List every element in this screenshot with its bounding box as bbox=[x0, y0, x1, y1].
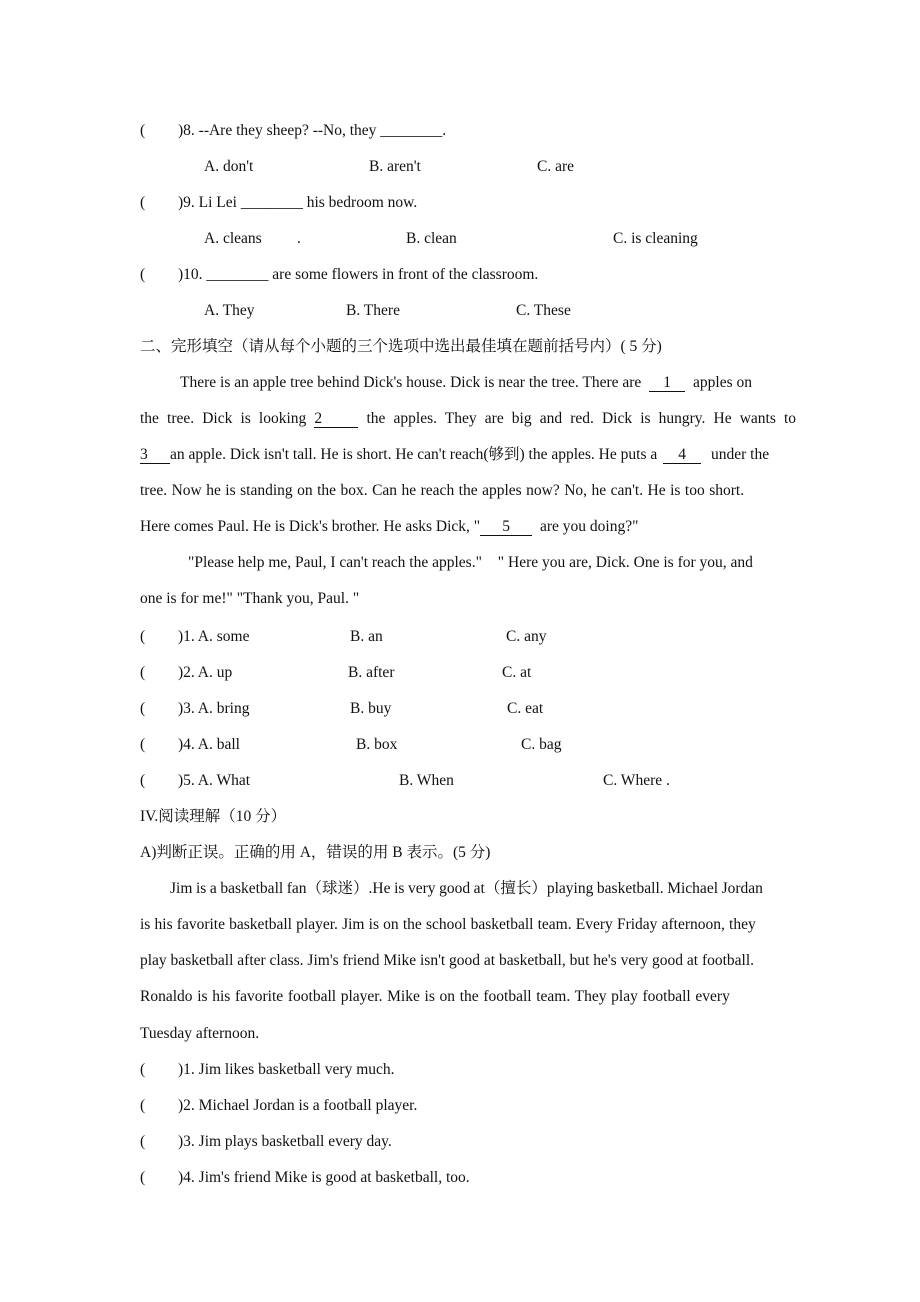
cloze-q3-option-b: B. buy bbox=[350, 700, 392, 717]
q10-option-a: A. They bbox=[204, 302, 255, 319]
reading-passage-line-2: is his favorite basketball player. Jim is on the school basketball team. Every Friday afternoon, they bbox=[140, 916, 756, 933]
q8-option-b: B. aren't bbox=[369, 158, 421, 175]
cloze-q5-option-c: C. Where . bbox=[603, 772, 670, 789]
cloze-q5-option-b: B. When bbox=[399, 772, 454, 789]
q9-option-a: A. cleans bbox=[204, 230, 262, 247]
cloze-blank-5: 5 bbox=[480, 519, 532, 536]
cloze-q2-option-b: B. after bbox=[348, 664, 395, 681]
cloze-q3-option-c: C. eat bbox=[507, 700, 544, 717]
cloze-line-2: the tree. Dick is looking 2 the apples. They are big and red. Dick is hungry. He wants to bbox=[140, 410, 797, 427]
cloze-question-2: ( )2. A. up bbox=[140, 664, 233, 681]
cloze-question-1: ( )1. A. some bbox=[140, 628, 250, 645]
cloze-q1-option-c: C. any bbox=[506, 628, 547, 645]
reading-passage-line-1: Jim is a basketball fan（球迷）.He is very good at（擅长）playing basketball. Michael Jordan bbox=[170, 880, 763, 897]
reading-question-3: ( )3. Jim plays basketball every day. bbox=[140, 1133, 392, 1150]
cloze-blank-4: 4 bbox=[663, 447, 701, 464]
q8-option-c: C. are bbox=[537, 158, 575, 175]
cloze-question-4: ( )4. A. ball bbox=[140, 736, 240, 753]
cloze-q4-option-b: B. box bbox=[356, 736, 398, 753]
cloze-q1-option-b: B. an bbox=[350, 628, 383, 645]
cloze-line-3: 3 an apple. Dick isn't tall. He is short. He can't reach(够到) the apples. He puts a 4 under the bbox=[140, 446, 770, 463]
section-reading-heading: IV.阅读理解（10 分） bbox=[140, 808, 287, 825]
cloze-line-7: one is for me!" "Thank you, Paul. " bbox=[140, 590, 360, 607]
reading-passage-line-5: Tuesday afternoon. bbox=[140, 1025, 260, 1042]
cloze-line-5: Here comes Paul. He is Dick's brother. He asks Dick, " 5 are you doing?" bbox=[140, 518, 639, 535]
cloze-line-6: "Please help me, Paul, I can't reach the apples." " Here you are, Dick. One is for you, and bbox=[188, 554, 753, 571]
q8-option-a: A. don't bbox=[204, 158, 254, 175]
cloze-blank-3: 3 bbox=[140, 447, 170, 464]
reading-question-4: ( )4. Jim's friend Mike is good at basketball, too. bbox=[140, 1169, 470, 1186]
reading-passage-line-4: Ronaldo is his favorite football player. Mike is on the football team. They play football every bbox=[140, 988, 730, 1005]
cloze-blank-1: 1 bbox=[649, 375, 685, 392]
q10-option-c: C. These bbox=[516, 302, 571, 319]
cloze-q4-option-c: C. bag bbox=[521, 736, 562, 753]
question-8: ( )8. --Are they sheep? --No, they ________. bbox=[140, 122, 447, 139]
cloze-line-4: tree. Now he is standing on the box. Can he reach the apples now? No, he can't. He is too short. bbox=[140, 482, 745, 499]
cloze-question-5: ( )5. A. What bbox=[140, 772, 251, 789]
cloze-q2-option-c: C. at bbox=[502, 664, 532, 681]
question-9: ( )9. Li Lei ________ his bedroom now. bbox=[140, 194, 418, 211]
q9-stray-dot: . bbox=[297, 230, 301, 247]
q9-option-b: B. clean bbox=[406, 230, 457, 247]
section-cloze-heading: 二、完形填空（请从每个小题的三个选项中选出最佳填在题前括号内）( 5 分) bbox=[140, 338, 662, 355]
reading-part-a-heading: A)判断正误。正确的用 A，错误的用 B 表示。(5 分) bbox=[140, 844, 491, 861]
reading-question-2: ( )2. Michael Jordan is a football player. bbox=[140, 1097, 418, 1114]
reading-passage-line-3: play basketball after class. Jim's friend Mike isn't good at basketball, but he's very good at football. bbox=[140, 952, 755, 969]
q9-option-c: C. is cleaning bbox=[613, 230, 698, 247]
cloze-blank-2: 2 bbox=[314, 411, 358, 428]
reading-question-1: ( )1. Jim likes basketball very much. bbox=[140, 1061, 395, 1078]
cloze-line-1: There is an apple tree behind Dick's house. Dick is near the tree. There are 1 apples on bbox=[180, 374, 753, 391]
q10-option-b: B. There bbox=[346, 302, 400, 319]
cloze-question-3: ( )3. A. bring bbox=[140, 700, 250, 717]
question-10: ( )10. ________ are some flowers in front of the classroom. bbox=[140, 266, 539, 283]
